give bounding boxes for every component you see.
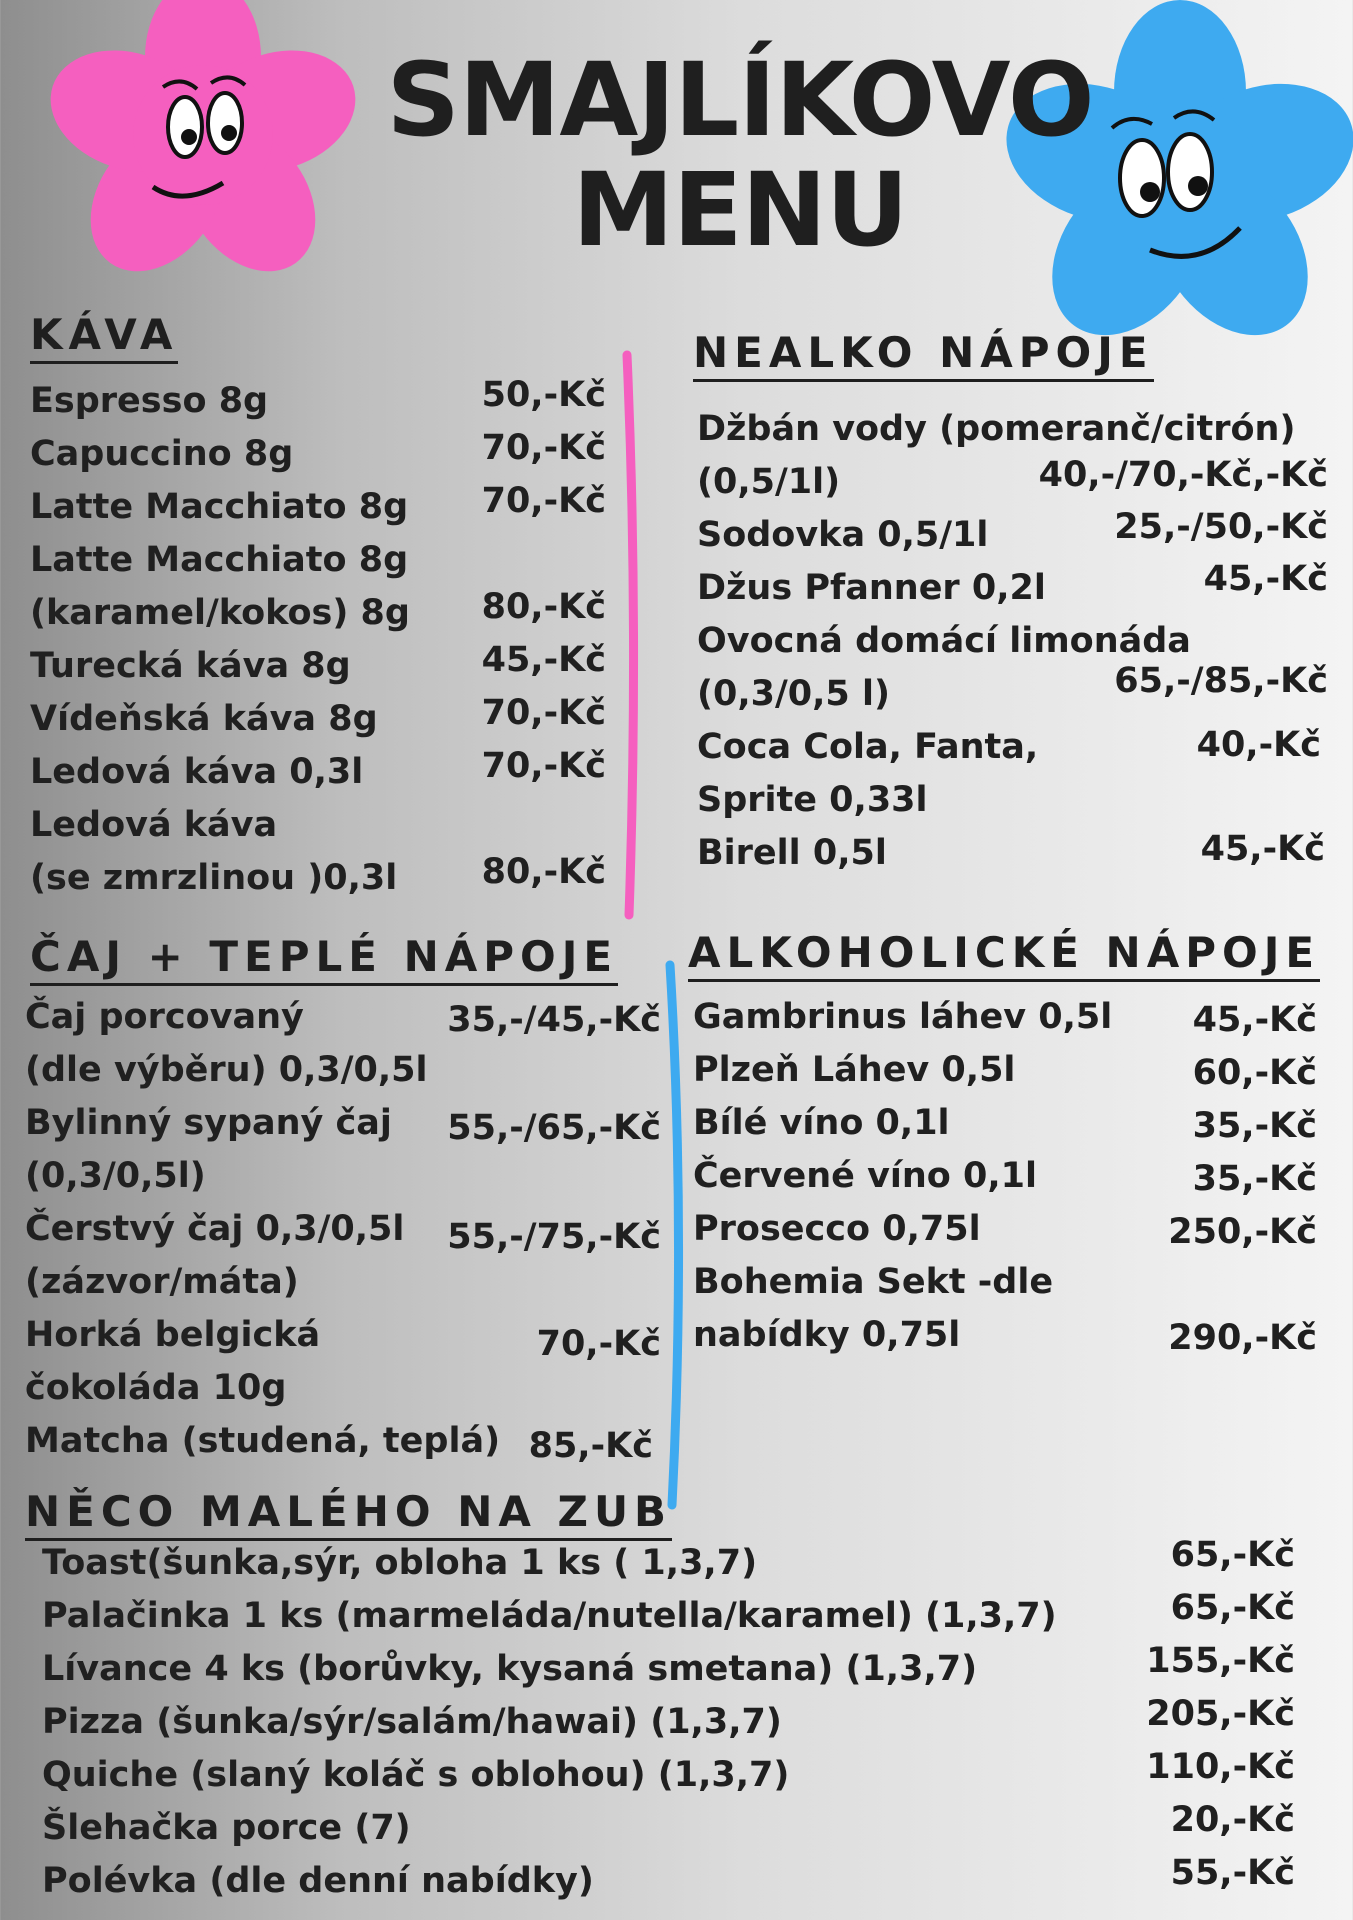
kava-price: 80,-Kč [481,587,606,627]
caj-line: Matcha (studená, teplá) [25,1421,501,1461]
kava-line: Latte Macchiato 8g [30,487,409,527]
zub-price: 205,-Kč [1146,1694,1295,1734]
caj-line: Bylinný sypaný čaj [25,1103,392,1143]
caj-line: čokoláda 10g [25,1368,287,1408]
kava-line: Espresso 8g [30,381,269,421]
caj-line: (dle výběru) 0,3/0,5l [25,1050,428,1090]
pink-divider-stroke [615,350,645,920]
caj-line: Horká belgická [25,1315,321,1355]
zub-price: 65,-Kč [1170,1588,1295,1628]
nealko-line: Coca Cola, Fanta, [697,727,1039,767]
kava-line: Ledová káva 0,3l [30,752,364,792]
nealko-price: 25,-/50,-Kč [1114,507,1328,547]
zub-line: Pizza (šunka/sýr/salám/hawai) (1,3,7) [42,1702,782,1742]
nealko-heading: NEALKO NÁPOJE [693,328,1154,382]
alko-line: Bohemia Sekt -dle [693,1262,1054,1302]
caj-price: 55,-/75,-Kč [447,1217,661,1257]
nealko-line: Džus Pfanner 0,2l [697,568,1046,608]
zub-line: Palačinka 1 ks (marmeláda/nutella/karamel) (1,3,7) [42,1596,1057,1636]
alko-price: 250,-Kč [1168,1212,1317,1252]
caj-price: 70,-Kč [536,1324,661,1364]
alko-line: Gambrinus láhev 0,5l [693,997,1113,1037]
kava-price: 70,-Kč [481,746,606,786]
kava-line: Ledová káva [30,805,278,845]
alko-price: 35,-Kč [1192,1159,1317,1199]
kava-line: (se zmrzlinou )0,3l [30,858,398,898]
caj-price: 85,-Kč [528,1426,653,1466]
nealko-line: Ovocná domácí limonáda [697,621,1191,661]
nealko-price: 45,-Kč [1203,559,1328,599]
caj-price: 35,-/45,-Kč [447,1000,661,1040]
nealko-line: (0,3/0,5 l) [697,674,890,714]
alko-line: Plzeň Láhev 0,5l [693,1050,1016,1090]
zub-price: 55,-Kč [1170,1853,1295,1893]
nealko-line: Džbán vody (pomeranč/citrón) [697,409,1296,449]
alko-line: nabídky 0,75l [693,1315,961,1355]
caj-line: Čerstvý čaj 0,3/0,5l [25,1209,405,1249]
caj-price: 55,-/65,-Kč [447,1108,661,1148]
caj-line: (zázvor/máta) [25,1262,299,1302]
kava-line: Capuccino 8g [30,434,294,474]
nealko-price: 40,-Kč [1196,725,1321,765]
caj-heading: ČAJ + TEPLÉ NÁPOJE [30,932,618,986]
kava-line: Vídeňská káva 8g [30,699,378,739]
zub-line: Polévka (dle denní nabídky) [42,1861,594,1901]
nealko-price: 45,-Kč [1200,829,1325,869]
zub-price: 155,-Kč [1146,1641,1295,1681]
nealko-line: Birell 0,5l [697,833,887,873]
kava-price: 80,-Kč [481,852,606,892]
kava-price: 50,-Kč [481,375,606,415]
menu-title-line1: SMAJLÍKOVO [386,41,1094,160]
alko-price: 290,-Kč [1168,1318,1317,1358]
nealko-line: Sprite 0,33l [697,780,928,820]
zub-price: 65,-Kč [1170,1535,1295,1575]
zub-price: 110,-Kč [1146,1747,1295,1787]
caj-line: (0,3/0,5l) [25,1156,206,1196]
alko-price: 45,-Kč [1192,1000,1317,1040]
kava-line: (karamel/kokos) 8g [30,593,410,633]
kava-price: 70,-Kč [481,428,606,468]
kava-price: 70,-Kč [481,481,606,521]
kava-price: 70,-Kč [481,693,606,733]
alko-line: Bílé víno 0,1l [693,1103,950,1143]
alko-price: 60,-Kč [1192,1053,1317,1093]
kava-line: Turecká káva 8g [30,646,351,686]
alko-heading: ALKOHOLICKÉ NÁPOJE [688,928,1320,982]
kava-line: Latte Macchiato 8g [30,540,409,580]
blue-divider-stroke [660,960,690,1510]
alko-price: 35,-Kč [1192,1106,1317,1146]
kava-heading: KÁVA [30,310,178,364]
nealko-price: 40,-/70,-Kč,-Kč [1038,455,1328,495]
zub-line: Lívance 4 ks (borůvky, kysaná smetana) (1,3,7) [42,1649,978,1689]
caj-line: Čaj porcovaný [25,997,304,1037]
zub-line: Quiche (slaný koláč s oblohou) (1,3,7) [42,1755,790,1795]
nealko-line: (0,5/1l) [697,462,841,502]
menu-title-line2: MENU [572,151,908,270]
alko-line: Prosecco 0,75l [693,1209,981,1249]
kava-price: 45,-Kč [481,640,606,680]
zub-price: 20,-Kč [1170,1800,1295,1840]
zub-heading: NĚCO MALÉHO NA ZUB [25,1487,672,1541]
nealko-price: 65,-/85,-Kč [1114,661,1328,701]
zub-line: Toast(šunka,sýr, obloha 1 ks ( 1,3,7) [42,1543,758,1583]
alko-line: Červené víno 0,1l [693,1156,1038,1196]
nealko-line: Sodovka 0,5/1l [697,515,989,555]
zub-line: Šlehačka porce (7) [42,1808,411,1848]
